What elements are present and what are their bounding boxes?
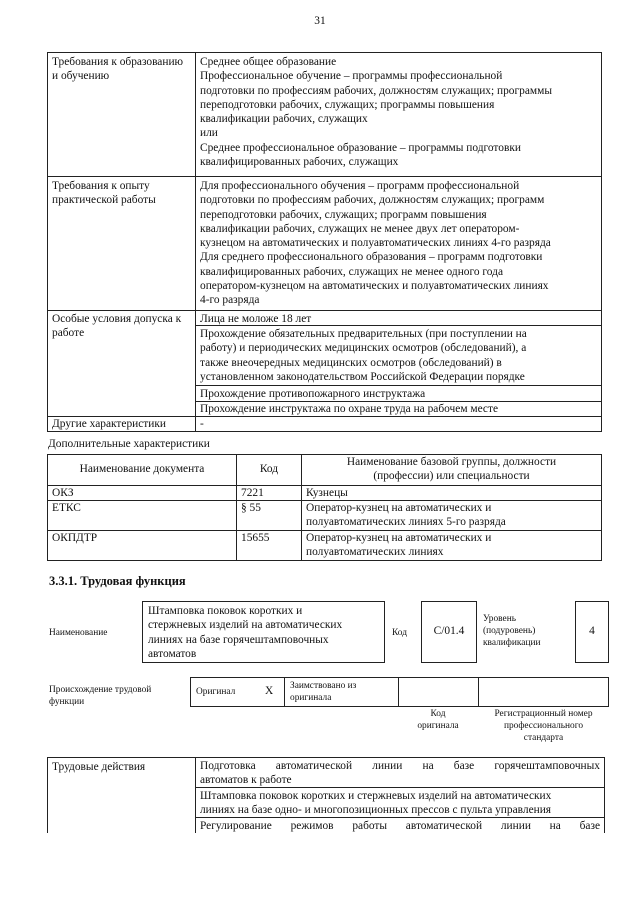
code-label: Код <box>392 628 407 638</box>
origin-code-label: Код оригинала <box>417 709 459 731</box>
action-item: Штамповка поковок коротких и стержневых изделий на автоматических линиях на базе одно- и многопозиционных прессов с пульта управления <box>200 790 552 817</box>
section-heading: 3.3.1. Трудовая функция <box>49 574 186 588</box>
level-label: Уровень (подуровень) квалификации <box>483 614 541 648</box>
experience-label: Требования к опыту практической работы <box>52 180 156 207</box>
header-name: Наименование базовой группы, должности (профессии) или специальности <box>346 456 557 483</box>
special-condition-item: Прохождение обязательных предварительных (при поступлении на работу) и периодических медицинских осмотров (обследований), а также внеочередных медицинских осмотров (обследований) в установленном законодательством Российской Федерации порядке <box>200 328 527 383</box>
action-item: Регулирование режимов работы автоматической линии на базе <box>200 820 600 832</box>
other-characteristics-value: - <box>200 418 204 430</box>
page-number: 31 <box>314 15 326 27</box>
special-condition-item: Прохождение противопожарного инструктажа <box>200 388 426 400</box>
additional-title: Дополнительные характеристики <box>48 438 210 450</box>
education-text: Среднее общее образование Профессиональное обучение – программы профессиональной подготовки по профессиям рабочих, должностям служащих; программы переподготовки рабочих, служащих; программы повышения квалификации рабочих, служащих или Среднее профессиональное образование – программы подготовки квалифицированных рабочих, служащих <box>200 56 552 169</box>
special-condition-item: Прохождение инструктажа по охране труда на рабочем месте <box>200 403 499 415</box>
experience-text: Для профессионального обучения – программ профессиональной подготовки по профессиям рабочих, должностям служащих; программ переподготовки рабочих, служащих; программ повышения квалификации рабочих, служащих не менее двух лет оператором- кузнецом на автоматических и полуавтоматических линиях 4-го разряда Для среднего профессионального образования – программ подготовки квалифицированных рабочих, служащих не менее одного года оператором-кузнецом на автоматических и полуавтоматических линиях 4-го разряда <box>200 180 551 307</box>
actions-label: Трудовые действия <box>52 761 146 773</box>
original-label: Оригинал <box>196 687 236 697</box>
function-code: C/01.4 <box>433 625 465 637</box>
special-condition-item: Лица не моложе 18 лет <box>200 313 312 325</box>
header-document: Наименование документа <box>79 463 205 475</box>
education-label: Требования к образованию и обучению <box>52 56 184 83</box>
other-characteristics-label: Другие характеристики <box>52 418 167 430</box>
header-code: Код <box>259 463 279 475</box>
name-label: Наименование <box>49 628 108 638</box>
original-mark: X <box>265 685 274 697</box>
origin-label: Происхождение трудовой функции <box>49 685 152 707</box>
reg-number-label: Регистрационный номер профессионального стандарта <box>494 709 593 743</box>
function-name: Штамповка поковок коротких и стержневых изделий на автоматических линиях на базе горячештамповочных автоматов <box>148 605 343 660</box>
action-item: Подготовка автоматической линии на базе горячештамповочных автоматов к работе <box>200 760 600 787</box>
qualification-level: 4 <box>589 625 595 637</box>
special-conditions-label: Особые условия допуска к работе <box>52 313 182 340</box>
borrowed-label: Заимствовано из оригинала <box>290 681 357 703</box>
